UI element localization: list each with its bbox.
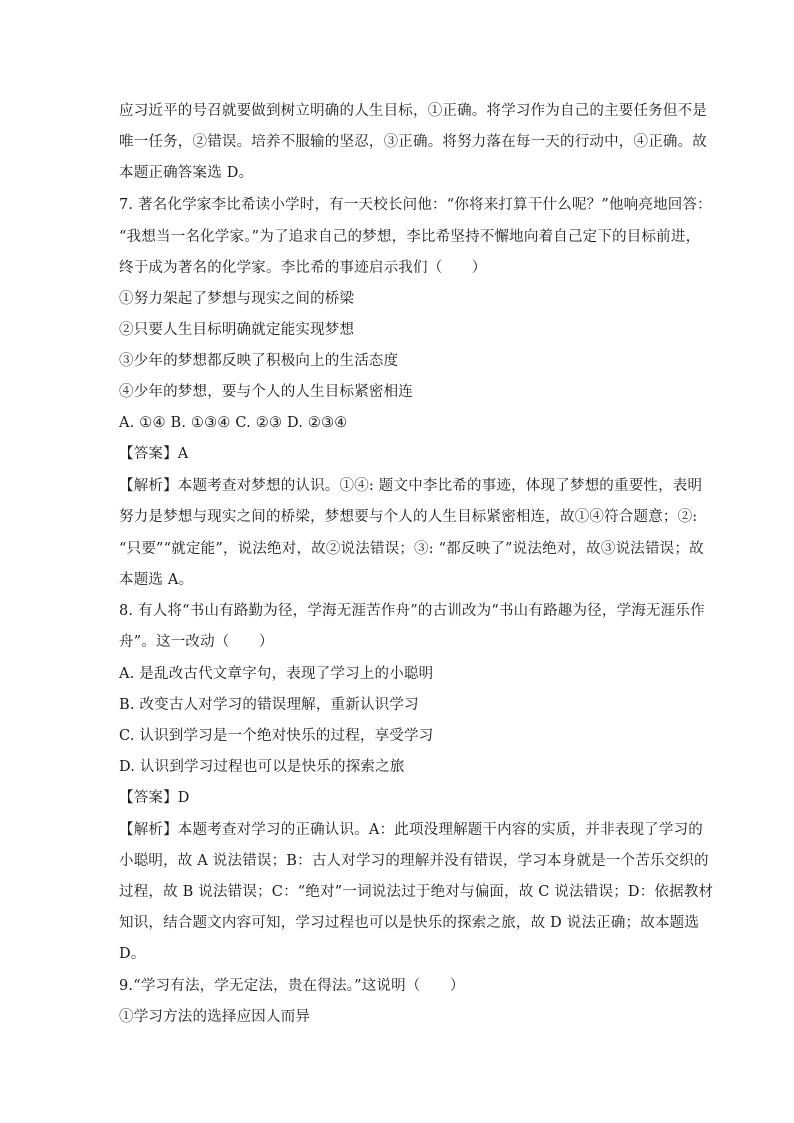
analysis-text: D。 xyxy=(119,946,146,962)
statement-3: ③少年的梦想都反映了积极向上的生活态度 xyxy=(119,353,399,369)
analysis-text: 过程，故 B 说法错误；C：“绝对”一词说法过于绝对与偏面，故 C 说法错误；D：依据教材 xyxy=(119,884,714,900)
answer-label: 【答案】A xyxy=(119,446,189,462)
statement-1: ①学习方法的选择应因人而异 xyxy=(119,1009,311,1025)
answer-label: 【答案】D xyxy=(119,790,190,806)
answer-options: A. ①④ B. ①③④ C. ②③ D. ②③④ xyxy=(119,415,348,431)
analysis-text: 本题选 A。 xyxy=(119,572,194,588)
question-8-stem: 8. 有人将“书山有路勤为径，学海无涯苦作舟”的古训改为“书山有路趣为径，学海无涯乐作 xyxy=(119,603,705,619)
analysis-text: “只要”“就定能”，说法绝对，故②说法错误；③: “都反映了”说法绝对，故③说法错误；故 xyxy=(119,541,704,557)
statement-4: ④少年的梦想，要与个人的人生目标紧密相连 xyxy=(119,384,413,400)
question-7-stem: 7. 著名化学家李比希读小学时，有一天校长问他：“你将来打算干什么呢？”他响亮地回答： xyxy=(119,197,712,213)
text-line: 应习近平的号召就要做到树立明确的人生目标，①正确。将学习作为自己的主要任务但不是 xyxy=(119,103,707,119)
statement-1: ①努力架起了梦想与现实之间的桥梁 xyxy=(119,291,355,307)
statement-2: ②只要人生目标明确就定能实现梦想 xyxy=(119,322,355,338)
analysis-text: 知识，结合题文内容可知，学习过程也可以是快乐的探索之旅，故 D 说法正确；故本题选 xyxy=(119,915,700,931)
question-9-stem: 9.“学习有法，学无定法，贵在得法。”这说明（ ） xyxy=(119,978,465,994)
option-a: A. 是乱改古代文章字句，表现了学习上的小聪明 xyxy=(119,666,434,682)
text-line: 终于成为著名的化学家。李比希的事迹启示我们（ ） xyxy=(119,260,487,276)
text-line: 本题正确答案选 D。 xyxy=(119,165,254,181)
analysis-text: 小聪明，故 A 说法错误；B：古人对学习的理解并没有错误，学习本身就是一个苦乐交织的 xyxy=(119,853,709,869)
analysis-text: 【解析】本题考查对梦想的认识。①④: 题文中李比希的事迹，体现了梦想的重要性，表明 xyxy=(119,478,703,494)
text-line: “我想当一名化学家。”为了追求自己的梦想，李比希坚持不懈地向着自己定下的目标前进， xyxy=(119,229,701,245)
option-c: C. 认识到学习是一个绝对快乐的过程，享受学习 xyxy=(119,728,434,744)
analysis-text: 【解析】本题考查对学习的正确认识。A：此项没理解题干内容的实质，并非表现了学习的 xyxy=(119,822,703,838)
option-b: B. 改变古人对学习的错误理解，重新认识学习 xyxy=(119,697,419,713)
text-line: 舟”。这一改动（ ） xyxy=(119,634,274,650)
analysis-text: 努力是梦想与现实之间的桥梁，梦想要与个人的人生目标紧密相连，故①④符合题意；②: xyxy=(119,509,698,525)
text-line: 唯一任务，②错误。培养不服输的坚忍，③正确。将努力落在每一天的行动中，④正确。故 xyxy=(119,134,707,150)
option-d: D. 认识到学习过程也可以是快乐的探索之旅 xyxy=(119,759,405,775)
